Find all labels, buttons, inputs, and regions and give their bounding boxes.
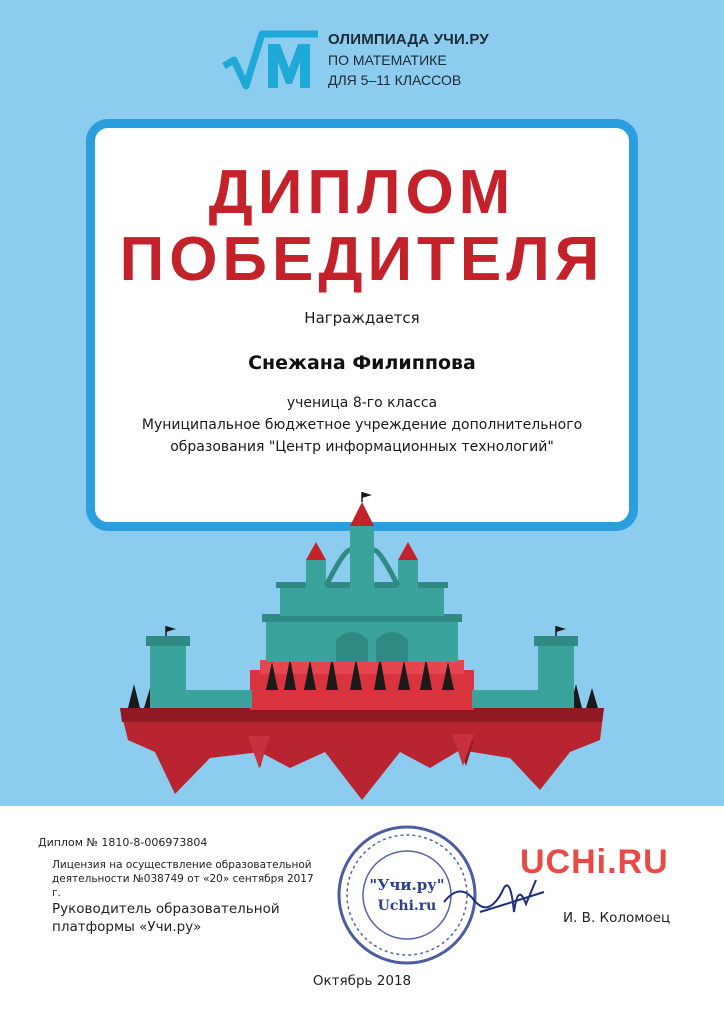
stamp-text: "Учи.ру"	[369, 876, 445, 894]
recipient-grade: ученица 8-го класса	[286, 395, 438, 411]
certificate-card	[86, 119, 638, 531]
certificate-title-line1: ДИПЛОМ	[208, 158, 516, 227]
institution-line2: образования "Центр информационных технологий"	[170, 439, 554, 455]
stamp-text-latin: Uchi.ru	[377, 898, 437, 914]
math-root-logo-icon	[222, 30, 322, 92]
head-line1: Руководитель образовательной	[52, 901, 280, 917]
awarded-label: Награждается	[304, 309, 420, 327]
logo-grades: ДЛЯ 5–11 КЛАССОВ	[328, 72, 462, 88]
license-line1: Лицензия на осуществление образовательной	[52, 859, 312, 871]
head-line2: платформы «Учи.ру»	[52, 919, 202, 935]
issue-date: Октябрь 2018	[312, 973, 412, 989]
diploma-number: Диплом № 1810-8-006973804	[38, 836, 208, 849]
platform-head-title	[52, 900, 312, 936]
recipient-description	[95, 392, 629, 458]
license-text	[52, 858, 322, 900]
logo-title: ОЛИМПИАДА УЧИ.РУ	[328, 31, 489, 48]
signer-name: И. В. Коломоец	[563, 910, 671, 926]
floating-castle-illustration	[100, 490, 624, 800]
logo-subject: ПО МАТЕМАТИКЕ	[328, 52, 447, 68]
logo-text	[328, 30, 489, 90]
recipient-name: Снежана Филиппова	[248, 352, 476, 374]
certificate-title-line2: ПОБЕДИТЕЛЯ	[119, 225, 605, 294]
license-line2: деятельности №038749 от «20» сентября 2017 г.	[52, 873, 314, 899]
institution-line1: Муниципальное бюджетное учреждение дополнительного	[141, 417, 583, 433]
olympiad-logo	[222, 26, 522, 96]
uchi-brand-logo: UCHi.RU	[520, 843, 669, 881]
